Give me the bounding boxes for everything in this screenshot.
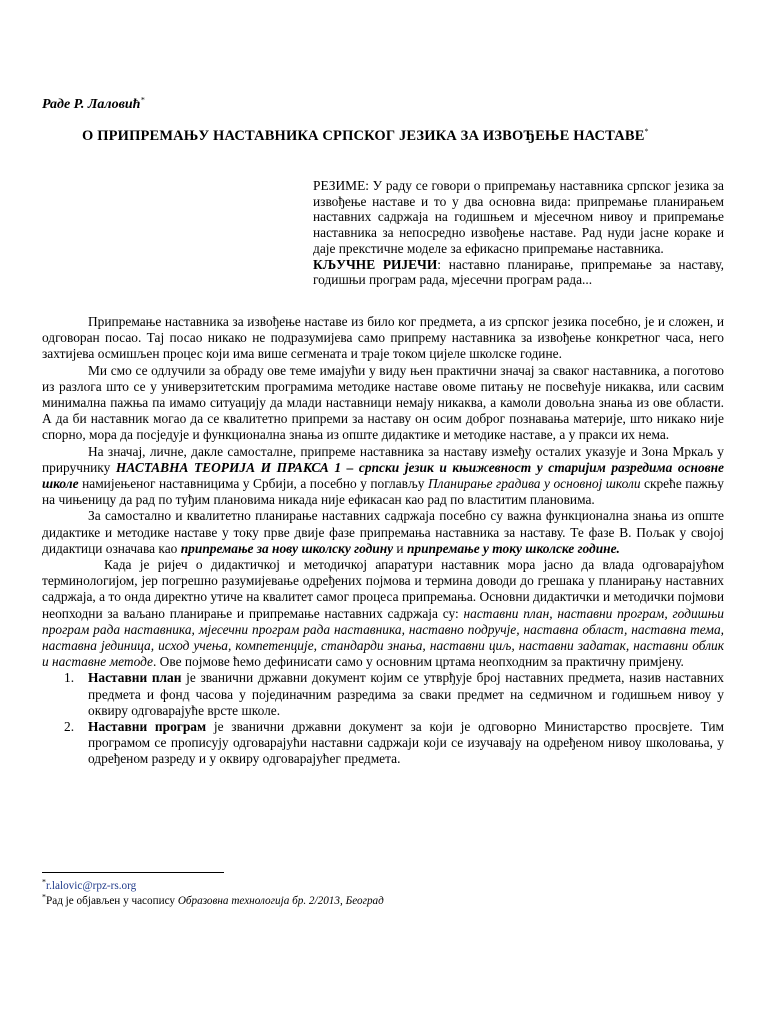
footnote-1 <box>42 877 137 893</box>
keywords-text: : наставно планирање, припремање за наставу, годишњи програм рада, мјесечни програм рада... <box>313 256 724 288</box>
paragraph-5 <box>42 557 724 670</box>
phase-two: припремање у току школске године. <box>406 540 620 556</box>
p3-text-c: намијењеног наставницима у Србији, а посебно у поглављу <box>78 476 428 492</box>
list-item-number: 2. <box>64 719 75 735</box>
p3-text-a: На значај, личне, дакле самосталне, припреме наставника за наставу између осталих указује и Зона Мркаљ у приручнику <box>42 443 724 475</box>
keywords-line <box>313 257 724 288</box>
paragraph-4 <box>42 508 724 557</box>
body-text <box>42 314 724 768</box>
p4-text-a: За самостално и квалитетно планирање наставних садржаја посебно су важна функционална знања из опште дидактике и методике наставе у току прве двије фазе припремања наставника за наставу. Те фазе В. Пољак у својој дидактици означава као <box>42 508 724 556</box>
paragraph-2: Ми смо се одлучили за обраду ове теме имајући у виду њен практични значај за сваког наставника, а поготово из разлога што се у универзитетским програмима методике наставе овоме питању не посвећује никаква, или сасвим минимална пажња па имамо ситуацију да млади наставници немају никаква, а камоли довољна знања из ове области. А да би наставник могао да се квалитетно припреми за наставу он осим доброг познавања материје, што никако није спорно, мора да посједује и функционална знања из опште дидактике и методике наставе, а у пракси их нема. <box>42 362 724 443</box>
phase-one: припремање за нову школску годину <box>180 540 394 556</box>
email-link[interactable]: r.lalovic@rpz-rs.org <box>46 880 137 892</box>
abstract-text: РЕЗИМЕ: У раду се говори о припремању наставника српског језика за извођење наставе и то у два основна вида: припремање планирањем наставних садржаја на годишњем и мјесечном нивоу и припремање наставника за непосредно извођење наставе. Рад нуди јасне кораке и даје прекстичне моделе за ефикасно припремање наставника. <box>313 178 724 256</box>
title-text: О ПРИПРЕМАЊУ НАСТАВНИКА СРПСКОГ ЈЕЗИКА ЗА ИЗВОЂЕЊЕ НАСТАВЕ <box>82 128 645 144</box>
author-line <box>42 97 144 113</box>
paragraph-1: Припремање наставника за извођење наставе из било ког предмета, а из српског језика посебно, је и сложен, и одговоран посао. Тај посао никако не подразумијева само припрему наставника за извођење конкретног часа, него захтијева осмишљен процес који има више сегмената и траје током цијеле школске године. <box>42 314 724 362</box>
list-item <box>42 719 724 768</box>
list-item-number: 1. <box>64 670 75 686</box>
footnote-2-text: Рад је објављен у часопису <box>46 895 178 907</box>
author-footnote-mark[interactable]: * <box>140 95 145 105</box>
p5-text-c: . Ове појмове ћемо дефинисати само у основним цртама неопходним за практичну примјену. <box>152 654 684 670</box>
p5-text-a: Када је ријеч о дидактичкој и методичкој апаратури наставник мора јасно да влада одговарајућом терминологијом, јер погрешно разумијевање одређених појмова и термина доводи до грешака у планирању наставних садржаја, а то онда директно утиче на квалитет самог процеса припремања. Основни дидактички и методички појмови неопходни за ваљано планирање и припремање наставних садржаја су: <box>42 557 724 621</box>
footnote-2 <box>42 892 384 908</box>
list-item-term: Наставни план <box>88 670 182 686</box>
chapter-title: Планирање градива у основној школи <box>427 476 641 492</box>
keywords-label: КЉУЧНЕ РИЈЕЧИ <box>313 256 438 272</box>
list-item-text: је званични државни документ за који је одговорно Министарство просвјете. Тим програмом се прописују одговарајући наставни садржаји који се изучавају на одређеном нивоу школовања, у одређеном разреду и у оквиру одговарајућег предмета. <box>88 719 725 767</box>
paper-title <box>82 128 722 145</box>
list-item-term: Наставни програм <box>88 719 207 735</box>
footnote-1-mark: * <box>42 877 46 887</box>
book-title: НАСТАВНА ТЕОРИЈА И ПРАКСА 1 – српски језик и књижевност у старијим разредима основне школе <box>42 459 725 492</box>
p4-text-c: и <box>393 540 407 556</box>
journal-citation: Образовна технологија бр. 2/2013, Београд <box>177 895 384 907</box>
footnote-2-mark: * <box>42 892 46 902</box>
footnote-separator <box>42 872 224 873</box>
paragraph-3 <box>42 444 724 509</box>
list-item-text: је званични државни документ којим се утврђује број наставних предмета, назив наставних предмета и фонд часова у појединачним разредима за сваки предмет на седмичном и годишњем нивоу у оквиру одговарајуће врсте школе. <box>88 670 724 718</box>
p3-text-e: скреће пажњу на чињеницу да рад по туђим плановима никада није ефикасан као рад по властитим плановима. <box>42 476 725 508</box>
definitions-list <box>42 670 724 767</box>
author-name: Раде Р. Лаловић <box>42 97 141 112</box>
title-footnote-mark[interactable]: * <box>644 127 649 137</box>
terms-list: наставни план, наставни програм, годишњи програм рада наставника, мјесечни програм рада наставника, наставно подручје, наставна област, наставна тема, наставна јединица, исход учења, компетенције, стандарди знања, наставни циљ, наставни задатак, наставни облик и наставне методе <box>42 605 724 670</box>
abstract-block <box>313 178 724 288</box>
list-item <box>42 670 724 719</box>
